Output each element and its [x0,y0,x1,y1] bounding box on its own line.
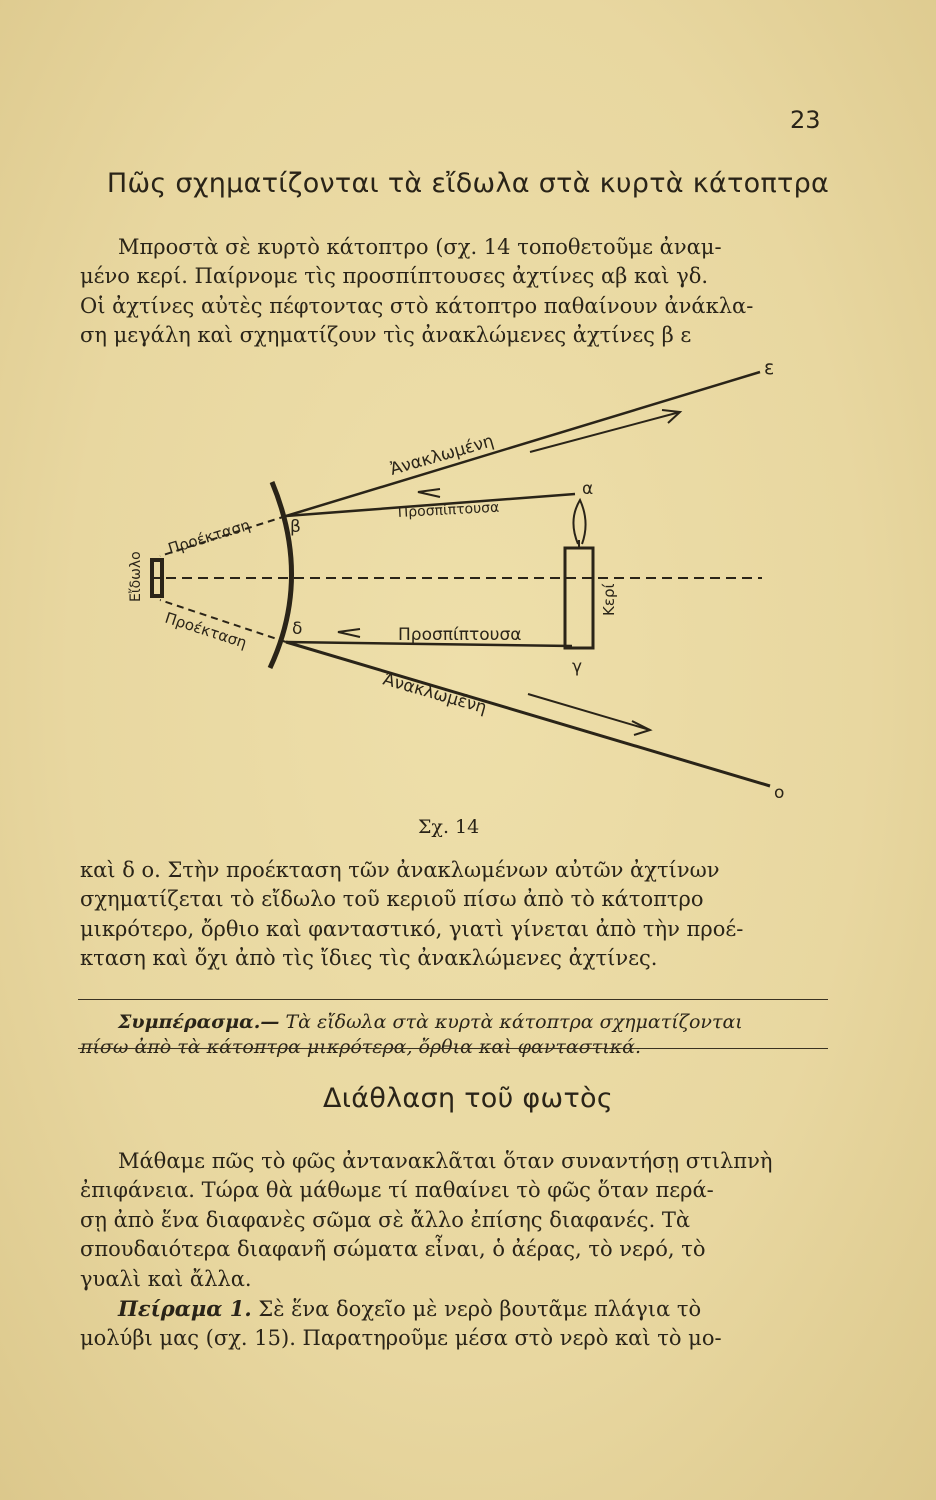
point-d: δ [292,619,303,639]
arrow [338,629,360,637]
text-line: σπουδαιότερα διαφανῆ σώματα εἶναι, ὁ ἀέρας, τὸ νερό, τὸ [80,1237,706,1262]
conclusion-line: πίσω ἀπὸ τὰ κάτοπτρα μικρότερα, ὄρθια καὶ φανταστικά. [80,1036,641,1058]
label-reflected-top: Ἀνακλωμένη [387,431,497,480]
label-extension-bottom: Προέκταση [162,608,250,653]
text-line: καὶ δ ο. Στὴν προέκταση τῶν ἀνακλωμένων αὐτῶν ἀχτίνων [80,858,720,882]
figure-caption: Σχ. 14 [418,816,480,838]
text-line: Μάθαμε πῶς τὸ φῶς ἀντανακλᾶται ὅταν συναντήσῃ στιλπνὴ [118,1149,773,1173]
divider-bottom [78,1048,828,1049]
point-g: γ [572,657,583,677]
point-b: β [290,517,301,537]
section-heading-refraction: Διάθλαση τοῦ φωτὸς [323,1083,613,1114]
text-line: Μπροστὰ σὲ κυρτὸ κάτοπτρο (σχ. 14 τοποθετοῦμε ἀναμ- [118,235,722,259]
page-number: 23 [790,106,821,134]
text-line: μικρότερο, ὄρθιο καὶ φανταστικό, γιατὶ γίνεται ἀπὸ τὴν προέ- [80,916,744,941]
point-e: ε [764,357,775,379]
arrow-guide-bottom [528,694,650,730]
candle-body [565,548,593,648]
section-heading-convex-mirrors: Πῶς σχηματίζονται τὰ εἴδωλα στὰ κυρτὰ κάτοπτρα [106,168,830,199]
text-line: μένο κερί. Παίρνομε τὶς προσπίπτουσες ἀχτίνες αβ καὶ γδ. [80,264,709,289]
text-line: γυαλὶ καὶ ἄλλα. [80,1266,252,1291]
paragraph-refraction [80,1147,832,1354]
conclusion-text: Τὰ εἴδωλα στὰ κυρτὰ κάτοπτρα σχηματίζονται [285,1011,743,1033]
candle-flame [573,500,585,544]
label-incident-top: Προσπίπτουσα [397,499,500,521]
text-line: μολύβι μας (σχ. 15). Παρατηροῦμε μέσα στὸ νερὸ καὶ τὸ μο- [80,1326,722,1351]
point-o: ο [774,783,785,803]
text-line: ση μεγάλη καὶ σχηματίζουν τὶς ἀνακλώμενες ἀχτίνες β ε [80,323,692,348]
text-line: σῃ ἀπὸ ἕνα διαφανὲς σῶμα σὲ ἄλλο ἐπίσης διαφανές. Τὰ [80,1207,691,1232]
text-line: κταση καὶ ὄχι ἀπὸ τὶς ἴδιες τὶς ἀνακλώμενες ἀχτίνες. [80,946,658,971]
experiment-text: Σὲ ἕνα δοχεῖο μὲ νερὸ βουτᾶμε πλάγια τὸ [258,1297,702,1322]
paragraph-explanation [80,856,832,974]
label-extension-top: Προέκταση [165,515,253,558]
text-line: Οἱ ἀχτίνες αὐτὲς πέφτοντας στὸ κάτοπτρο παθαίνουν ἀνάκλα- [80,293,754,318]
divider-top [78,999,828,1000]
label-incident-bottom: Προσπίπτουσα [398,625,522,645]
experiment-line [80,1294,832,1324]
conclusion-box [80,1010,832,1060]
reflected-ray-bottom [286,642,770,786]
arrow [418,489,440,497]
experiment-label: Πείραμα 1. [118,1296,252,1322]
conclusion-label: Συμπέρασμα.— [118,1011,280,1033]
label-image: Εἴδωλο [128,551,144,602]
text-line: σχηματίζεται τὸ εἴδωλο τοῦ κεριοῦ πίσω ἀπὸ τὸ κάτοπτρο [80,887,704,912]
conclusion-line [80,1010,832,1035]
label-candle: Κερί [600,583,618,616]
point-a: α [582,479,594,499]
label-reflected-bottom: Ἀνακλωμένη [380,669,489,719]
reflected-ray-top [286,372,760,516]
text-line: ἐπιφάνεια. Τώρα θὰ μάθωμε τί παθαίνει τὸ φῶς ὅταν περά- [80,1178,714,1203]
